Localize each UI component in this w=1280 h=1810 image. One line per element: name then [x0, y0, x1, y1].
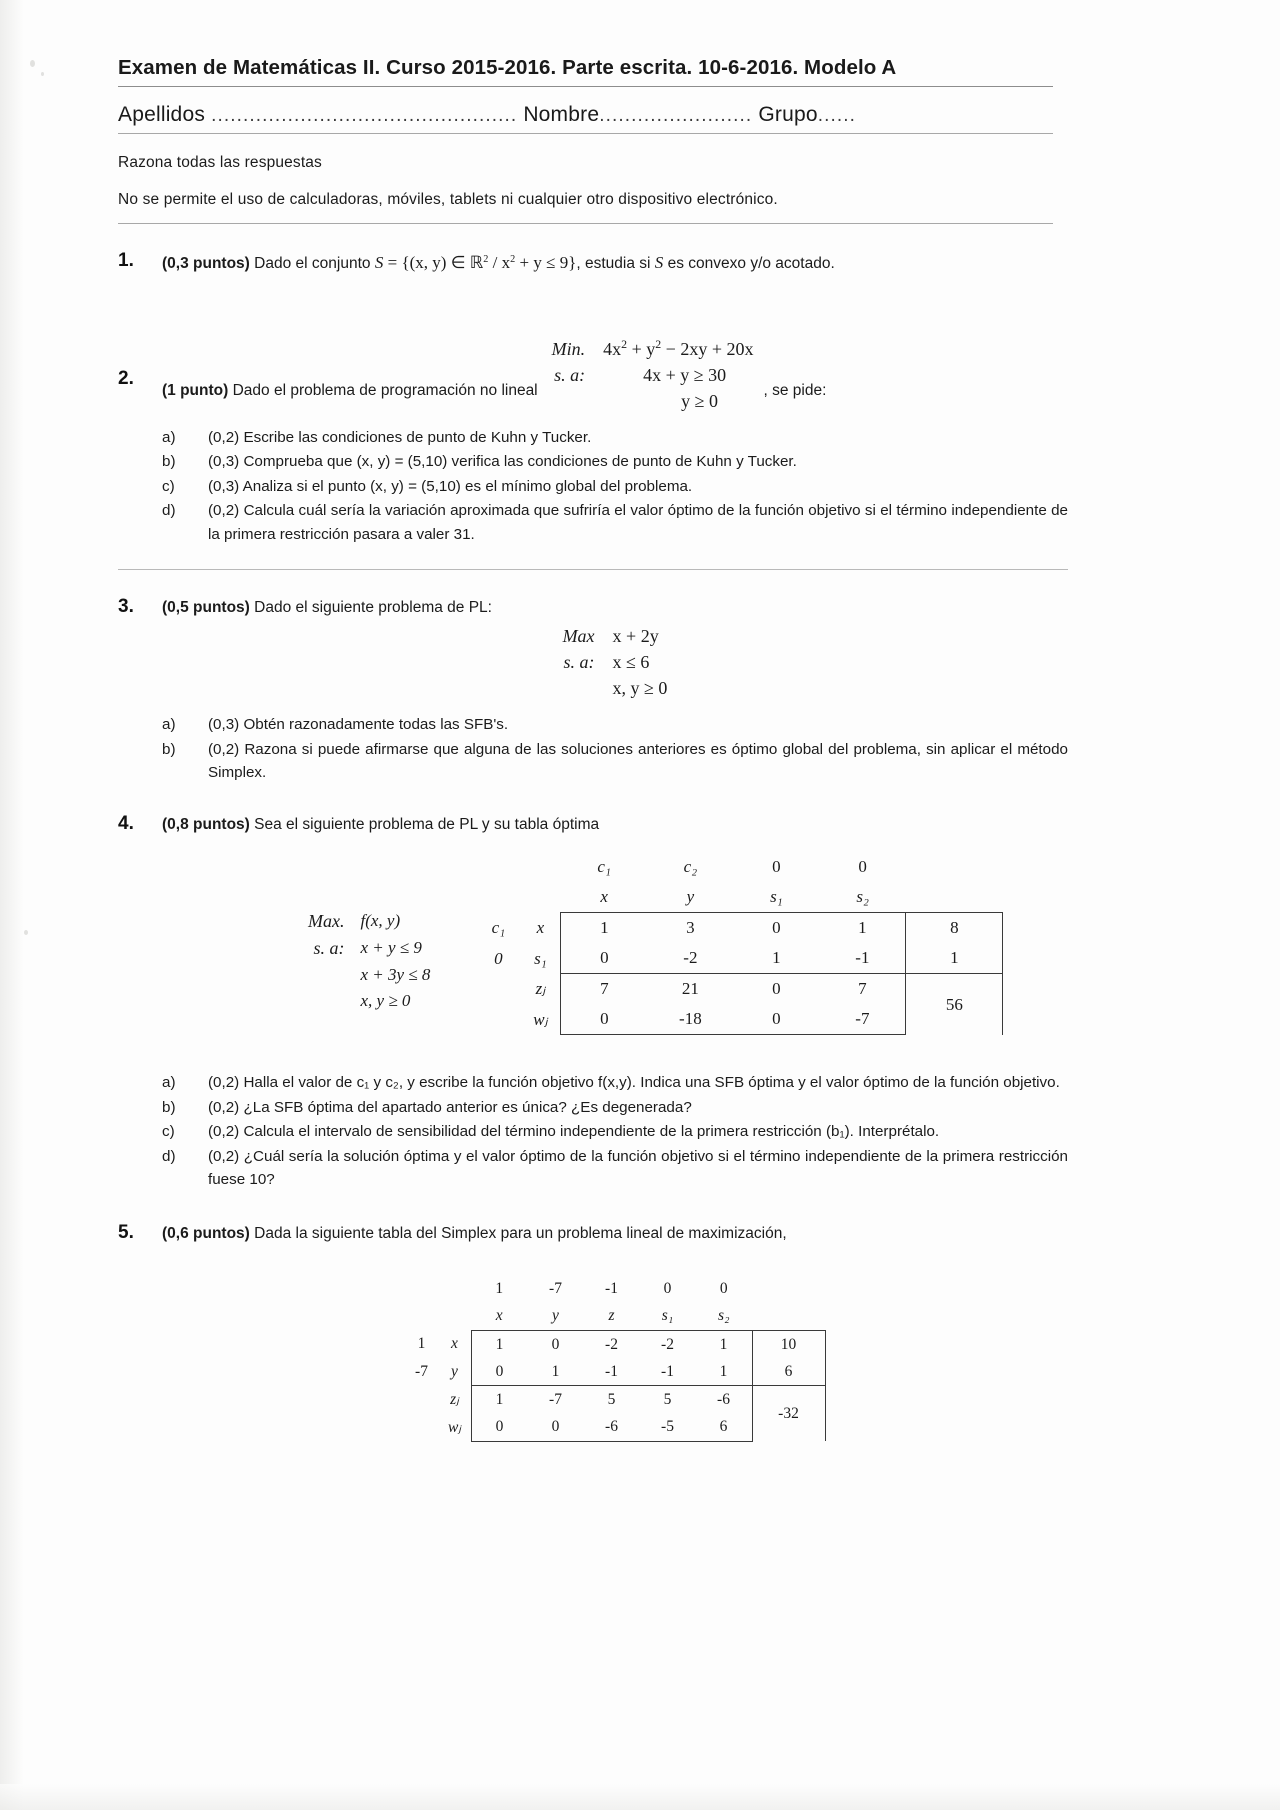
question-3-item-b-points: (0,2)	[208, 740, 240, 758]
row-0-rhs: 8	[906, 913, 1003, 944]
question-2-constraint-1: 4x + y ≥ 30	[643, 364, 727, 385]
question-5-body	[162, 1222, 1068, 1442]
question-5-table-area	[162, 1275, 1068, 1442]
question-4-subitems	[162, 1071, 1068, 1192]
list-item	[162, 475, 1068, 499]
question-4-item-a-text: Halla el valor de c₁ y c₂, y escribe la función objetivo f(x,y). Indica una SFB óptima y el valor óptimo de la función objetivo.	[243, 1074, 1060, 1092]
table-row-variables	[405, 1302, 826, 1330]
question-4-lp-model	[308, 908, 430, 1013]
var-row-corner-1	[476, 882, 520, 913]
q5-row-2-col-1: -7	[549, 1391, 562, 1409]
question-2-item-c-label: c)	[162, 477, 175, 495]
question-4-sa-label: s. a:	[313, 938, 345, 959]
q5-var-s2: s₂	[718, 1307, 730, 1325]
list-item	[162, 1071, 1068, 1095]
question-4-item-c-label: c)	[162, 1123, 175, 1141]
q5-cost-z: -1	[605, 1280, 618, 1298]
exam-header	[118, 56, 1068, 224]
question-3-item-a-label: a)	[162, 716, 176, 734]
table-row	[405, 1330, 826, 1358]
row-3-col-3: -7	[819, 1004, 906, 1035]
question-4-points: (0,8 puntos)	[162, 815, 250, 833]
question-3-model	[162, 623, 1068, 701]
q5-cost-rhs	[752, 1275, 825, 1302]
table-row	[476, 943, 1003, 974]
instruction-no-calculadoras: No se permite el uso de calculadoras, móviles, tablets ni cualquier otro dispositivo electrónico.	[118, 191, 778, 208]
q5-cost-s2: 0	[719, 1280, 728, 1298]
cost-row-corner-1	[476, 852, 520, 882]
apellidos-label: Apellidos	[118, 103, 206, 126]
q5-row-1-col-4: 1	[696, 1358, 753, 1386]
question-1-body	[162, 250, 1068, 276]
list-item	[162, 1145, 1068, 1192]
section-divider	[118, 569, 1068, 570]
q2-obj-part3: − 2xy + 20x	[665, 338, 754, 359]
question-2-item-a-text: Escribe las condiciones de punto de Kuhn y Tucker.	[243, 428, 592, 446]
question-4-body	[162, 813, 1068, 1192]
q2-obj-sup1: 2	[621, 336, 628, 351]
instructions-rule	[118, 223, 1053, 224]
grupo-label: Grupo	[758, 103, 818, 126]
list-item	[162, 426, 1068, 450]
question-2-item-c-text: Analiza si el punto (x, y) = (5,10) es el mínimo global del problema.	[242, 477, 693, 495]
question-2-intro	[162, 347, 538, 402]
q5-row-0-col-3: -2	[640, 1330, 696, 1358]
question-1-set-eq: = {(x, y) ∈ ℝ	[387, 253, 484, 272]
row-2-col-0: 7	[561, 974, 648, 1005]
question-1-text-a: Dado el conjunto	[254, 255, 371, 272]
apellidos-field[interactable]: ................................................	[211, 105, 518, 126]
var-s2: s₂	[856, 887, 869, 907]
question-1-set-exp2: 2	[510, 253, 516, 265]
question-5	[118, 1222, 1068, 1442]
question-2-item-a-points: (0,2)	[208, 428, 240, 446]
q5-cost-x: 1	[495, 1280, 504, 1298]
objective-value: 56	[906, 974, 1003, 1035]
question-1-set-rest: + y ≤ 9}	[519, 253, 577, 272]
row-3-col-2: 0	[733, 1004, 819, 1035]
row-3-basis: wⱼ	[533, 1009, 548, 1029]
student-fields-row	[118, 103, 1068, 127]
q5-row-0-col-1: 0	[528, 1330, 584, 1358]
nombre-label: Nombre	[523, 103, 600, 126]
question-5-intro: Dada la siguiente tabla del Simplex para un problema lineal de maximización,	[254, 1224, 787, 1242]
question-2-item-b-label: b)	[162, 453, 176, 471]
table-row-costs	[476, 852, 1003, 882]
q5-var-rhs	[752, 1302, 825, 1330]
row-0-col-3: 1	[819, 913, 906, 944]
q5-var-corner-1	[405, 1302, 439, 1330]
question-2-item-d-text: Calcula cuál sería la variación aproximada que sufriría el valor óptimo de la función objetivo si el término independiente de la primera restricción pasara a valer 31.	[208, 502, 1068, 544]
q5-row-2-basis: zⱼ	[450, 1390, 459, 1408]
row-3-col-1: -18	[647, 1004, 733, 1035]
scan-speck	[41, 72, 44, 76]
q5-row-2-col-4: -6	[696, 1386, 753, 1414]
q5-row-3-cb	[405, 1413, 439, 1441]
question-3-body	[162, 596, 1068, 785]
question-2-sa-spacer	[552, 388, 586, 414]
row-0-col-2: 0	[733, 913, 819, 944]
question-3-sa-label: s. a:	[563, 651, 595, 672]
question-1-text-c: es convexo y/o acotado.	[667, 255, 835, 272]
q5-row-2-cb	[405, 1386, 439, 1414]
q5-objective-value: -32	[752, 1386, 825, 1442]
question-4-item-a-points: (0,2)	[208, 1074, 240, 1092]
row-1-cb: 0	[494, 948, 503, 968]
row-1-rhs: 1	[906, 943, 1003, 974]
question-4-item-b-label: b)	[162, 1098, 176, 1116]
question-3-item-a-text: Obtén razonadamente todas las SFB's.	[243, 716, 509, 734]
row-2-col-3: 7	[819, 974, 906, 1005]
header-rule	[118, 86, 1053, 87]
q5-row-2-col-0: 1	[471, 1386, 528, 1414]
question-4-sa-spacer-2	[308, 988, 344, 1014]
question-4	[118, 813, 1068, 1192]
cost-row-rhs	[906, 852, 1003, 882]
cost-row-corner-2	[520, 852, 561, 882]
q5-var-z: z	[608, 1307, 615, 1325]
question-3-item-b-label: b)	[162, 740, 176, 758]
question-5-points: (0,6 puntos)	[162, 1224, 250, 1242]
q5-row-3-col-2: -6	[584, 1413, 640, 1441]
q5-row-0-rhs: 10	[752, 1330, 825, 1358]
list-item	[162, 1120, 1068, 1144]
table-row-costs	[405, 1275, 826, 1302]
question-3-subitems	[162, 713, 1068, 785]
q5-row-1-cb: -7	[415, 1363, 428, 1381]
question-1-points: (0,3 puntos)	[162, 255, 250, 272]
row-3-cb	[476, 1004, 520, 1035]
row-1-col-2: 1	[733, 943, 819, 974]
question-2-sa-label: s. a:	[554, 364, 586, 385]
question-2-tail: , se pide:	[763, 382, 827, 400]
row-0-col-1: 3	[647, 913, 733, 944]
table-row-zj	[405, 1386, 826, 1414]
question-2-item-a-label: a)	[162, 428, 176, 446]
name-rule	[118, 133, 1053, 134]
question-3-intro: Dado el siguiente problema de PL:	[254, 598, 492, 616]
question-4-objective: f(x, y)	[360, 911, 401, 931]
question-4-max-label: Max.	[308, 911, 345, 932]
var-row-corner-2	[520, 882, 561, 913]
table-row	[476, 913, 1003, 944]
question-3-number: 3.	[118, 595, 134, 617]
instruction-razona: Razona todas las respuestas	[118, 154, 322, 171]
question-1-text-b: , estudia si	[576, 255, 651, 272]
question-2-item-b-text: Comprueba que (x, y) = (5,10) verifica las condiciones de punto de Kuhn y Tucker.	[243, 453, 797, 471]
row-2-col-1: 21	[681, 979, 699, 999]
q5-var-x: x	[495, 1307, 503, 1325]
question-4-sa-spacer-1	[308, 962, 344, 988]
q5-row-0-col-4: 1	[696, 1330, 753, 1358]
var-x: x	[600, 887, 608, 907]
scan-edge-shadow	[0, 0, 24, 1810]
q5-row-0-cb: 1	[417, 1335, 426, 1353]
simplex-table-q5	[405, 1275, 826, 1442]
q5-row-1-col-1: 1	[528, 1358, 584, 1386]
row-1-basis: s₁	[534, 948, 547, 968]
question-2-objective	[603, 336, 753, 362]
scan-edge-shadow-bottom	[0, 1784, 1280, 1810]
question-3-points: (0,5 puntos)	[162, 598, 250, 616]
scan-speck	[30, 60, 35, 67]
q5-cost-y: -7	[549, 1280, 562, 1298]
row-2-col-2: 0	[772, 979, 781, 999]
question-4-item-d-label: d)	[162, 1147, 176, 1165]
q5-row-1-col-3: -1	[640, 1358, 696, 1386]
question-3-constraint-2: x, y ≥ 0	[612, 678, 668, 699]
question-2-number: 2.	[118, 367, 134, 389]
q5-var-s1: s₁	[661, 1307, 674, 1325]
simplex-table-q4	[476, 852, 1003, 1035]
question-4-item-b-points: (0,2)	[208, 1098, 240, 1116]
question-3-max-label: Max	[562, 625, 595, 646]
var-y: y	[686, 887, 695, 907]
question-4-item-c-text: Calcula el intervalo de sensibilidad del término independiente de la primera restricción (b₁). Interprétalo.	[243, 1123, 940, 1141]
table-row-variables	[476, 882, 1003, 913]
row-2-cb	[476, 974, 520, 1005]
question-2-constraint-2: y ≥ 0	[681, 390, 719, 411]
q5-cost-corner-1	[405, 1275, 439, 1302]
question-3-constraint-1: x ≤ 6	[612, 651, 650, 672]
question-2-item-b-points: (0,3)	[208, 453, 240, 471]
question-2-statement-row	[162, 336, 1068, 414]
row-1-col-3: -1	[819, 943, 906, 974]
question-4-number: 4.	[118, 812, 134, 834]
question-2-subitems	[162, 426, 1068, 547]
question-2	[118, 336, 1068, 547]
question-4-constraint-2: x + 3y ≤ 8	[360, 965, 431, 985]
var-row-rhs	[906, 882, 1003, 913]
grupo-field[interactable]: ......	[817, 105, 856, 126]
question-2-item-d-label: d)	[162, 502, 176, 520]
scan-speck	[24, 930, 28, 935]
cost-s2: 0	[858, 857, 867, 877]
question-4-constraint-3: x, y ≥ 0	[360, 990, 411, 1010]
q5-row-1-col-2: -1	[584, 1358, 640, 1386]
list-item	[162, 450, 1068, 474]
list-item	[162, 1096, 1068, 1120]
question-2-min-label: Min.	[551, 338, 586, 359]
question-3-sa-spacer	[563, 675, 595, 701]
row-2-basis: zⱼ	[535, 979, 546, 999]
table-row-zj	[476, 974, 1003, 1005]
question-3-model-block	[563, 623, 668, 701]
question-2-model	[552, 336, 754, 414]
q2-obj-part2: + y	[631, 338, 656, 359]
question-4-item-d-text: ¿Cuál sería la solución óptima y el valor óptimo de la función objetivo si el término independiente de la primera restricción fuese 10?	[208, 1147, 1068, 1189]
question-1-set-exp: 2	[483, 253, 489, 265]
question-3-item-a-points: (0,3)	[208, 716, 240, 734]
question-5-number: 5.	[118, 1221, 134, 1243]
q5-row-3-col-1: 0	[528, 1413, 584, 1441]
q5-cost-corner-2	[439, 1275, 472, 1302]
q2-obj-sup2: 2	[655, 336, 662, 351]
q5-row-1-basis: y	[451, 1363, 458, 1381]
question-4-item-a-label: a)	[162, 1074, 176, 1092]
cost-c2: c₂	[683, 857, 698, 877]
q5-row-3-col-4: 6	[696, 1413, 753, 1441]
cost-s1: 0	[772, 857, 781, 877]
row-0-cb: c₁	[491, 918, 506, 938]
q5-row-2-col-3: 5	[663, 1391, 672, 1409]
question-4-item-b-text: ¿La SFB óptima del apartado anterior es única? ¿Es degenerada?	[243, 1098, 692, 1116]
q5-row-0-basis: x	[451, 1335, 458, 1353]
row-0-col-0: 1	[561, 913, 648, 944]
question-1-set-mid: / x	[492, 253, 511, 272]
q5-row-3-col-3: -5	[640, 1413, 696, 1441]
row-1-col-1: -2	[647, 943, 733, 974]
page-title: Examen de Matemáticas II. Curso 2015-2016. Parte escrita. 10-6-2016. Modelo A	[118, 56, 897, 79]
list-item	[162, 738, 1068, 785]
question-2-model-grid	[552, 336, 754, 414]
question-4-table-area	[162, 852, 1068, 1035]
question-4-item-d-points: (0,2)	[208, 1147, 240, 1165]
question-2-item-c-points: (0,3)	[208, 477, 240, 495]
q5-row-2-col-2: 5	[607, 1391, 616, 1409]
question-2-points: (1 punto)	[162, 382, 229, 400]
question-4-item-c-points: (0,2)	[208, 1123, 240, 1141]
document-content	[118, 56, 1068, 1442]
cost-c1: c₁	[597, 857, 611, 877]
question-1-set-symbol-2: S	[654, 253, 664, 272]
question-4-lp-grid	[308, 908, 430, 1013]
q5-row-3-basis: wⱼ	[447, 1418, 462, 1436]
row-0-basis: x	[536, 918, 545, 938]
question-1-set-symbol: S	[374, 253, 384, 272]
q5-row-3-col-0: 0	[471, 1413, 528, 1441]
question-1	[118, 250, 1068, 276]
question-2-body	[162, 336, 1068, 547]
q5-row-1-col-0: 0	[471, 1358, 528, 1386]
q5-cost-s1: 0	[663, 1280, 672, 1298]
q5-var-corner-2	[439, 1302, 472, 1330]
q2-obj-part1: 4x	[603, 338, 622, 359]
question-2-item-d-points: (0,2)	[208, 502, 240, 520]
list-item	[162, 713, 1068, 737]
q5-row-1-rhs: 6	[752, 1358, 825, 1386]
q5-row-0-col-0: 1	[471, 1330, 528, 1358]
nombre-field[interactable]: ........................	[599, 105, 753, 126]
question-2-intro-text: Dado el problema de programación no lineal	[232, 382, 538, 400]
question-3	[118, 596, 1068, 785]
q5-row-0-col-2: -2	[584, 1330, 640, 1358]
question-3-objective: x + 2y	[612, 625, 659, 646]
q5-var-y: y	[552, 1307, 559, 1325]
question-3-model-grid	[563, 623, 668, 701]
row-3-col-0: 0	[561, 1004, 648, 1035]
question-4-intro: Sea el siguiente problema de PL y su tabla óptima	[254, 815, 600, 833]
var-s1: s₁	[770, 887, 783, 907]
table-row	[405, 1358, 826, 1386]
question-3-item-b-text: Razona si puede afirmarse que alguna de las soluciones anteriores es óptimo global del problema, sin aplicar el método Simplex.	[208, 740, 1068, 782]
list-item	[162, 499, 1068, 546]
row-1-col-0: 0	[561, 943, 648, 974]
question-1-number: 1.	[118, 250, 134, 271]
question-4-constraint-1: x + y ≤ 9	[360, 938, 422, 958]
